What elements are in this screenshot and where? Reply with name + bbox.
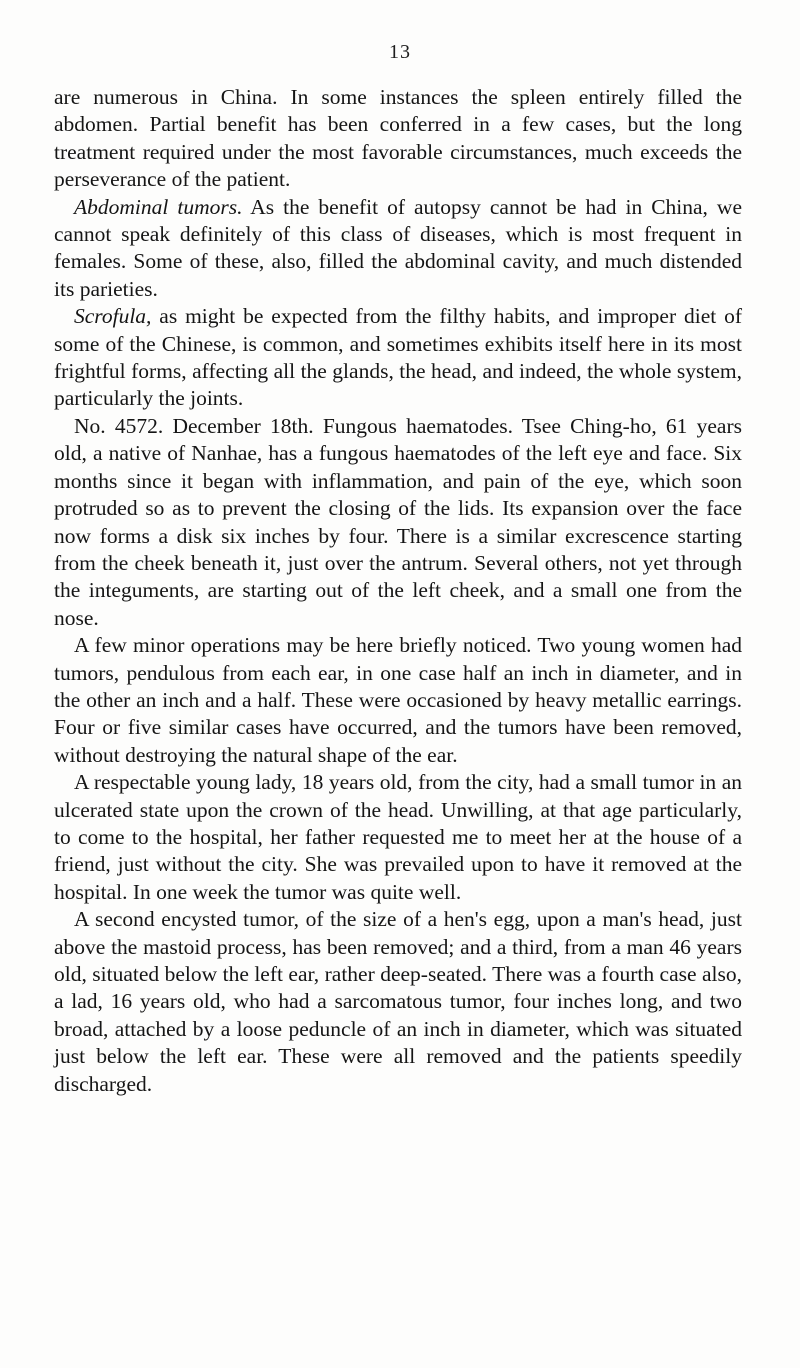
- body-text: [54, 84, 742, 1098]
- paragraph-text: As the benefit of autopsy cannot be had in China, we cannot speak definitely of this class of diseases, which is most frequent in females. Some of these, also, filled the abdominal cavity, and much distended its parieties.: [54, 194, 742, 301]
- paragraph-text: as might be expected from the filthy habits, and improper diet of some of the Chinese, is common, and sometimes exhibits itself here in its most frightful forms, affecting all the glands, the head, and indeed, the whole system, particularly the joints.: [54, 304, 742, 411]
- paragraph-text: A respectable young lady, 18 years old, from the city, had a small tumor in an ulcerated state upon the crown of the head. Unwilling, at that age particularly, to come to the hospital, her father requested me to meet her at the house of a friend, just without the city. She was prevailed upon to have it removed at the hospital. In one week the tumor was quite well.: [54, 770, 742, 904]
- paragraph-abdominal-tumors: [54, 194, 742, 304]
- paragraph-case-4572: [54, 413, 742, 632]
- paragraph-heading: Abdominal tumors.: [74, 194, 243, 219]
- paragraph-young-lady: [54, 769, 742, 906]
- paragraph-text: are numerous in China. In some instances the spleen entirely filled the abdomen. Partial benefit has been conferred in a few cases, but the long treatment required under the most favorable circumstances, much exceeds the perseverance of the patient.: [54, 85, 742, 192]
- paragraph-minor-operations: [54, 632, 742, 769]
- paragraph-spleen: [54, 84, 742, 194]
- paragraph-heading: Scrofula,: [74, 304, 152, 329]
- paragraph-text: A few minor operations may be here briefly noticed. Two young women had tumors, pendulous from each ear, in one case half an inch in diameter, and in the other an inch and a half. These were occasioned by heavy metallic earrings. Four or five similar cases have occurred, and the tumors have been removed, without destroying the natural shape of the ear.: [54, 633, 742, 767]
- paragraph-text: No. 4572. December 18th. Fungous haematodes. Tsee Ching-ho, 61 years old, a native of Nanhae, has a fungous haematodes of the left eye and face. Six months since it began with inflammation, and pain of the eye, which soon protruded so as to prevent the closing of the lids. Its expansion over the face now forms a disk six inches by four. There is a similar excrescence starting from the cheek beneath it, just over the antrum. Several others, not yet through the integuments, are starting out of the left cheek, and a small one from the nose.: [54, 413, 742, 630]
- paragraph-scrofula: [54, 303, 742, 413]
- paragraph-encysted-tumor: [54, 906, 742, 1098]
- paragraph-text: A second encysted tumor, of the size of a hen's egg, upon a man's head, just above the mastoid process, has been removed; and a third, from a man 46 years old, situated below the left ear, rather deep-seated. There was a fourth case also, a lad, 16 years old, who had a sarcomatous tumor, four inches long, and two broad, attached by a loose peduncle of an inch in diameter, which was situated just below the left ear. These were all removed and the patients speedily discharged.: [54, 907, 742, 1096]
- page-number: 13: [389, 41, 411, 63]
